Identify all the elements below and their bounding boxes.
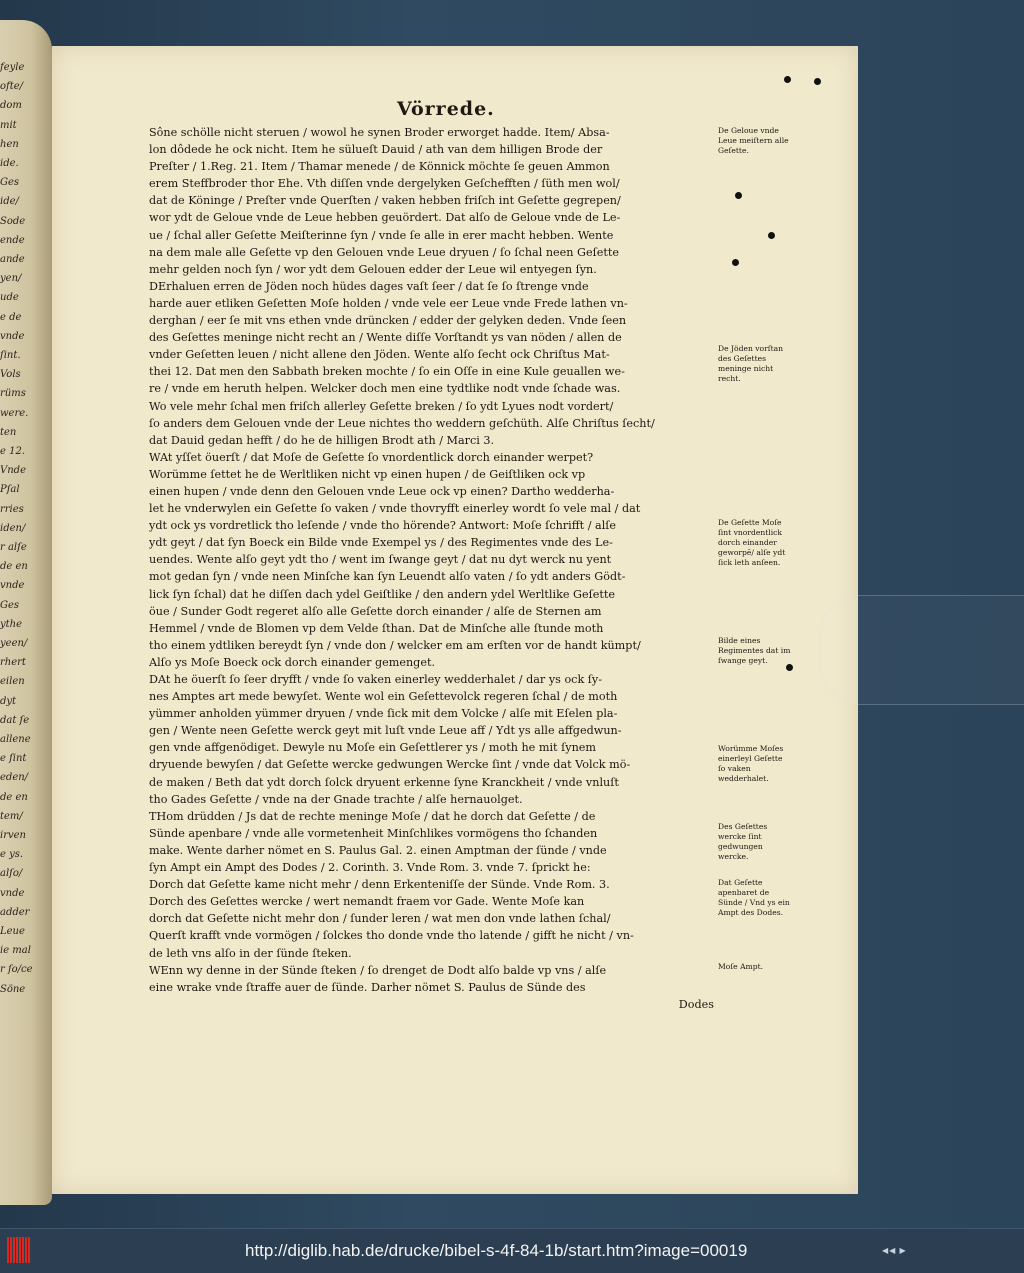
left-page-fragment: ude <box>0 292 19 304</box>
left-page-fragment: ende <box>0 234 25 246</box>
text-line: tho einem ydtliken bereydt ſyn / vnde don / welcker em am erſten vor de handt kümpt/ <box>149 638 641 652</box>
left-page-fragment: de en <box>0 561 28 573</box>
left-page-fragment: dat ſe <box>0 714 30 726</box>
text-line: ue / ſchal aller Geſette Meiſterinne ſyn / vnde ſe alle in erer macht hebben. Wente <box>149 228 614 242</box>
left-page-fragment: ide. <box>0 158 19 169</box>
margin-note: Moſe Ampt. <box>718 962 764 971</box>
left-page-fragment: ande <box>0 254 25 265</box>
left-page-fragment: Vnde <box>0 465 26 477</box>
text-line: Alſo ys Moſe Boeck ock dorch einander gemenget. <box>149 655 436 669</box>
left-page-fragment: yen/ <box>0 273 22 285</box>
margin-note: Bilde eines Regimentes dat im ſwange geyt. <box>718 636 791 665</box>
text-line: let he vnderwylen ein Geſette ſo vaken / vnde thovryfft einerley wordt ſo vele mal / dat <box>149 502 641 516</box>
text-line: ſo anders dem Gelouen vnde der Leue nichtes tho weddern geſchüth. Alſe Chriſtus ſecht/ <box>149 416 655 430</box>
left-page-fragment: ide/ <box>0 196 19 208</box>
text-line: nes Amptes art mede bewyſet. Wente wol ein Geſettevolck regeren ſchal / de moth <box>149 690 618 704</box>
body-text <box>149 124 714 1013</box>
text-line: des Geſettes meninge nicht recht an / Wente diſſe Vorſtandt ys van nöden / allen de <box>149 331 622 345</box>
left-page-fragment: Vols <box>0 369 21 381</box>
text-line: Wo vele mehr ſchal men friſch allerley Geſette breken / ſo ydt Lyues nodt vordert/ <box>149 399 614 413</box>
left-page-fragment: de en <box>0 791 28 803</box>
text-line: tho Gades Geſette / vnde na der Gnade trachte / alſe hernauolget. <box>149 792 523 806</box>
left-page-fragment: e de <box>0 311 22 323</box>
left-page-fragment: were. <box>0 407 29 419</box>
left-page-fragment: Ges <box>0 599 20 611</box>
left-page-fragment: mit <box>0 119 17 131</box>
text-line: uendes. Wente alſo geyt ydt tho / went im ſwange geyt / dat nu dyt werck nu yent <box>149 553 612 567</box>
left-page-fragment: Pſal <box>0 484 20 496</box>
page-title: Vörrede. <box>397 98 495 120</box>
text-line: make. Wente darher nömet en S. Paulus Gal. 2. einen Amptman der ſünde / vnde <box>149 843 607 857</box>
footer-bar <box>0 1228 1024 1273</box>
left-page-fragment: vnde <box>0 887 25 899</box>
text-line: de maken / Beth dat ydt dorch ſolck dryuent erkenne ſyne Kranckheit / vnde vnluſt <box>149 775 619 789</box>
left-page-fragment: iden/ <box>0 522 26 534</box>
left-page-fragment: eden/ <box>0 772 29 784</box>
margin-note: De Geloue vnde Leue meiſtern alle Geſette. <box>718 126 789 155</box>
ink-dot <box>814 78 821 85</box>
left-page-fragment: e ys. <box>0 849 24 861</box>
text-line: ydt ock ys vordretlick tho leſende / vnde tho hörende? Antwort: Moſe ſchrifft / alſe <box>149 519 617 533</box>
left-page-fragment: alſo/ <box>0 868 23 880</box>
text-line: Hemmel / vnde de Blomen vp dem Velde ſthan. Dat de Minſche alle ſtunde moth <box>149 621 604 635</box>
ink-dot <box>784 76 791 83</box>
ink-dot <box>732 259 739 266</box>
margin-note: Dat Geſette apenbaret de Sünde / Vnd ys ein Ampt des Dodes. <box>718 878 790 917</box>
left-page-fragment: feyle <box>0 62 25 73</box>
left-page-fragment: vnde <box>0 330 25 342</box>
left-page-fragment: Ges <box>0 177 20 189</box>
text-line: Sünde apenbare / vnde alle vormetenheit Minſchlikes vormögens tho ſchanden <box>149 826 598 840</box>
text-line: WEnn wy denne in der Sünde ſteken / ſo drenget de Dodt alſo balde vp vns / alſe <box>149 963 607 977</box>
ink-dot <box>735 192 742 199</box>
left-page-fragment: dyt <box>0 695 17 707</box>
text-line: erem Steffbroder thor Ehe. Vth diſſen vnde dergelyken Geſchefften / ſüth men wol/ <box>149 177 620 191</box>
text-line: lick ſyn ſchal) dat he diſſen dach ydel Geiſtlike / den andern ydel Werltlike Geſette <box>149 587 615 601</box>
left-page-fragment: Söne <box>0 983 26 995</box>
left-page-fragment: rhert <box>0 657 26 669</box>
margin-note: De Jöden vorſtan des Geſettes meninge nicht recht. <box>718 344 784 383</box>
text-line: thei 12. Dat men den Sabbath breken mochte / ſo ein Oſſe in eine Kule geuallen we- <box>149 365 625 379</box>
ink-dot <box>786 664 793 671</box>
left-page-fragment: e 12. <box>0 446 25 457</box>
text-line: re / vnde em heruth helpen. Welcker doch men eine tydtlike nodt vnde ſchade was. <box>149 382 621 396</box>
text-line: ſyn Ampt ein Ampt des Dodes / 2. Corinth. 3. Vnde Rom. 3. vnde 7. ſprickt he: <box>149 861 591 875</box>
text-line: DAt he öuerſt ſo ſeer dryfft / vnde ſo vaken einerley wedderhalet / dar ys ock ſy- <box>149 673 603 686</box>
ink-dot <box>768 232 775 239</box>
left-page-fragment: ten <box>0 426 17 438</box>
text-line: vnder Geſetten leuen / nicht allene den Jöden. Wente alſo ſecht ock Chriſtus Mat- <box>149 348 610 362</box>
page-url[interactable]: http://diglib.hab.de/drucke/bibel-s-4f-84-1b/start.htm?image=00019 <box>245 1241 748 1260</box>
text-line: harde auer etliken Geſetten Moſe holden / vnde vele eer Leue vnde Frede lathen vn- <box>149 296 628 310</box>
text-line: yümmer anholden yümmer dryuen / vnde ſick mit dem Volcke / alſe mit Eſelen pla- <box>149 707 618 721</box>
text-line: öue / Sunder Godt regeret alſo alle Geſette dorch einander / alſe de Sternen am <box>149 604 602 618</box>
text-line: derghan / eer ſe mit vns ethen vnde drüncken / edder der gelyken deden. Vnde ſeen <box>149 314 627 328</box>
library-logo-icon[interactable] <box>7 1237 37 1265</box>
text-line: THom drüdden / Js dat de rechte meninge Moſe / dat he dorch dat Geſette / de <box>149 809 596 823</box>
text-line: mehr gelden noch ſyn / wor ydt dem Gelouen edder der Leue wil entyegen ſyn. <box>149 262 597 276</box>
text-line: na dem male alle Geſette vp den Gelouen vnde Leue dryuen / ſo ſchal neen Geſette <box>149 245 619 259</box>
left-page-fragment: allene <box>0 734 31 745</box>
left-page-fragment: ofte/ <box>0 81 24 93</box>
page-fold <box>820 595 1024 705</box>
left-page-fragment: eilen <box>0 676 25 688</box>
left-page-fragment: ythe <box>0 618 23 630</box>
text-line: DErhaluen erren de Jöden noch hüdes dages vaſt ſeer / dat ſe ſo ſtrenge vnde <box>149 279 589 293</box>
left-page-fragment: dom <box>0 100 22 112</box>
left-page-fragment: vnde <box>0 580 25 592</box>
text-line: dat de Köninge / Preſter vnde Querſten / vaken hebben friſch int Geſette gegrepen/ <box>149 194 621 208</box>
text-line: ydt geyt / dat ſyn Boeck ein Bilde vnde Exempel ys / des Regimentes vnde des Le- <box>149 536 613 550</box>
text-line: mot gedan ſyn / vnde neen Minſche kan ſyn Leuendt alſo vaten / ſo ydt anders Gödt- <box>149 570 626 584</box>
left-page-fragment: hen <box>0 138 19 150</box>
text-line: gen vnde affgenödiget. Dewyle nu Moſe ein Geſettlerer ys / moth he mit ſynem <box>149 741 596 755</box>
left-page-fragment: adder <box>0 906 30 918</box>
left-page-fragment: ſint. <box>0 350 21 361</box>
left-page-fragment: r alſe <box>0 542 27 553</box>
text-line: wor ydt de Geloue vnde de Leue hebben geuördert. Dat alſo de Geloue vnde de Le- <box>149 211 621 225</box>
page-navigation[interactable]: ◀◀ ▶ <box>882 1246 907 1255</box>
book-page <box>52 46 858 1194</box>
margin-note: Worümme Moſes einerleyl Geſette ſo vaken wedderhalet. <box>718 744 784 783</box>
left-page-fragment: rüms <box>0 388 26 400</box>
text-line: dryuende bewyſen / dat Geſette wercke gedwungen Wercke ſint / vnde dat Volck mö- <box>149 758 631 772</box>
text-line: Sône schölle nicht steruen / wowol he synen Broder erworget hadde. Item/ Absa- <box>149 126 610 139</box>
text-line: Dorch des Geſettes wercke / wert nemandt fraem vor Gade. Wente Moſe kan <box>149 895 585 909</box>
text-line: Dodes <box>678 997 714 1011</box>
text-line: gen / Wente neen Geſette werck geyt mit luſt vnde Leue aff / Ydt ys alle affgedwun- <box>149 724 622 738</box>
text-line: dorch dat Geſette nicht mehr don / ſunder leren / wat men don vnde lathen ſchal/ <box>149 912 611 926</box>
left-page-fragment: rries <box>0 503 24 515</box>
previous-page-edge <box>0 20 52 1205</box>
margin-note: De Geſette Moſe ſint vnordentlick dorch einander geworpē/ alſe ydt ſick leth anſeen. <box>718 518 786 567</box>
text-line: Dorch dat Geſette kame nicht mehr / denn Erkenteniſſe der Sünde. Vnde Rom. 3. <box>149 878 610 892</box>
left-page-fragment: Leue <box>0 926 25 937</box>
text-line: WAt yſſet öuerſt / dat Moſe de Geſette ſo vnordentlick dorch einander werpet? <box>149 450 594 464</box>
text-line: Preſter / 1.Reg. 21. Item / Thamar menede / de Könnick möchte ſe geuen Ammon <box>149 160 610 174</box>
text-line: Worümme ſettet he de Werltliken nicht vp einen hupen / de Geiſtliken ock vp <box>149 467 586 481</box>
text-line: lon dôdede he ock nicht. Item he sülueſt Dauid / ath van dem hilligen Brode der <box>149 143 603 157</box>
text-line: dat Dauid gedan hefft / do he de hilligen Brodt ath / Marci 3. <box>149 433 495 447</box>
text-line: einen hupen / vnde denn den Gelouen vnde Leue ock vp einen? Dartho wedderha- <box>149 484 615 498</box>
text-line: Querſt krafft vnde vormögen / ſolckes tho donde vnde tho latende / gifft he nicht / vn- <box>149 929 634 943</box>
text-line: eine wrake vnde ſtraffe auer de ſünde. Darher nömet S. Paulus de Sünde des <box>149 980 586 994</box>
left-page-fragment: irven <box>0 830 26 841</box>
text-line: de leth vns alſo in der ſünde ſteken. <box>149 946 352 960</box>
left-page-fragment: r ſo/ce <box>0 964 33 976</box>
left-page-fragment: tem/ <box>0 810 23 822</box>
left-page-fragment: e ſint <box>0 753 27 765</box>
left-page-fragment: yeen/ <box>0 638 28 649</box>
left-page-fragment: Sode <box>0 215 26 227</box>
left-page-fragment: ie mal <box>0 945 31 957</box>
margin-note: Des Geſettes wercke ſint gedwungen wercke. <box>718 822 768 861</box>
